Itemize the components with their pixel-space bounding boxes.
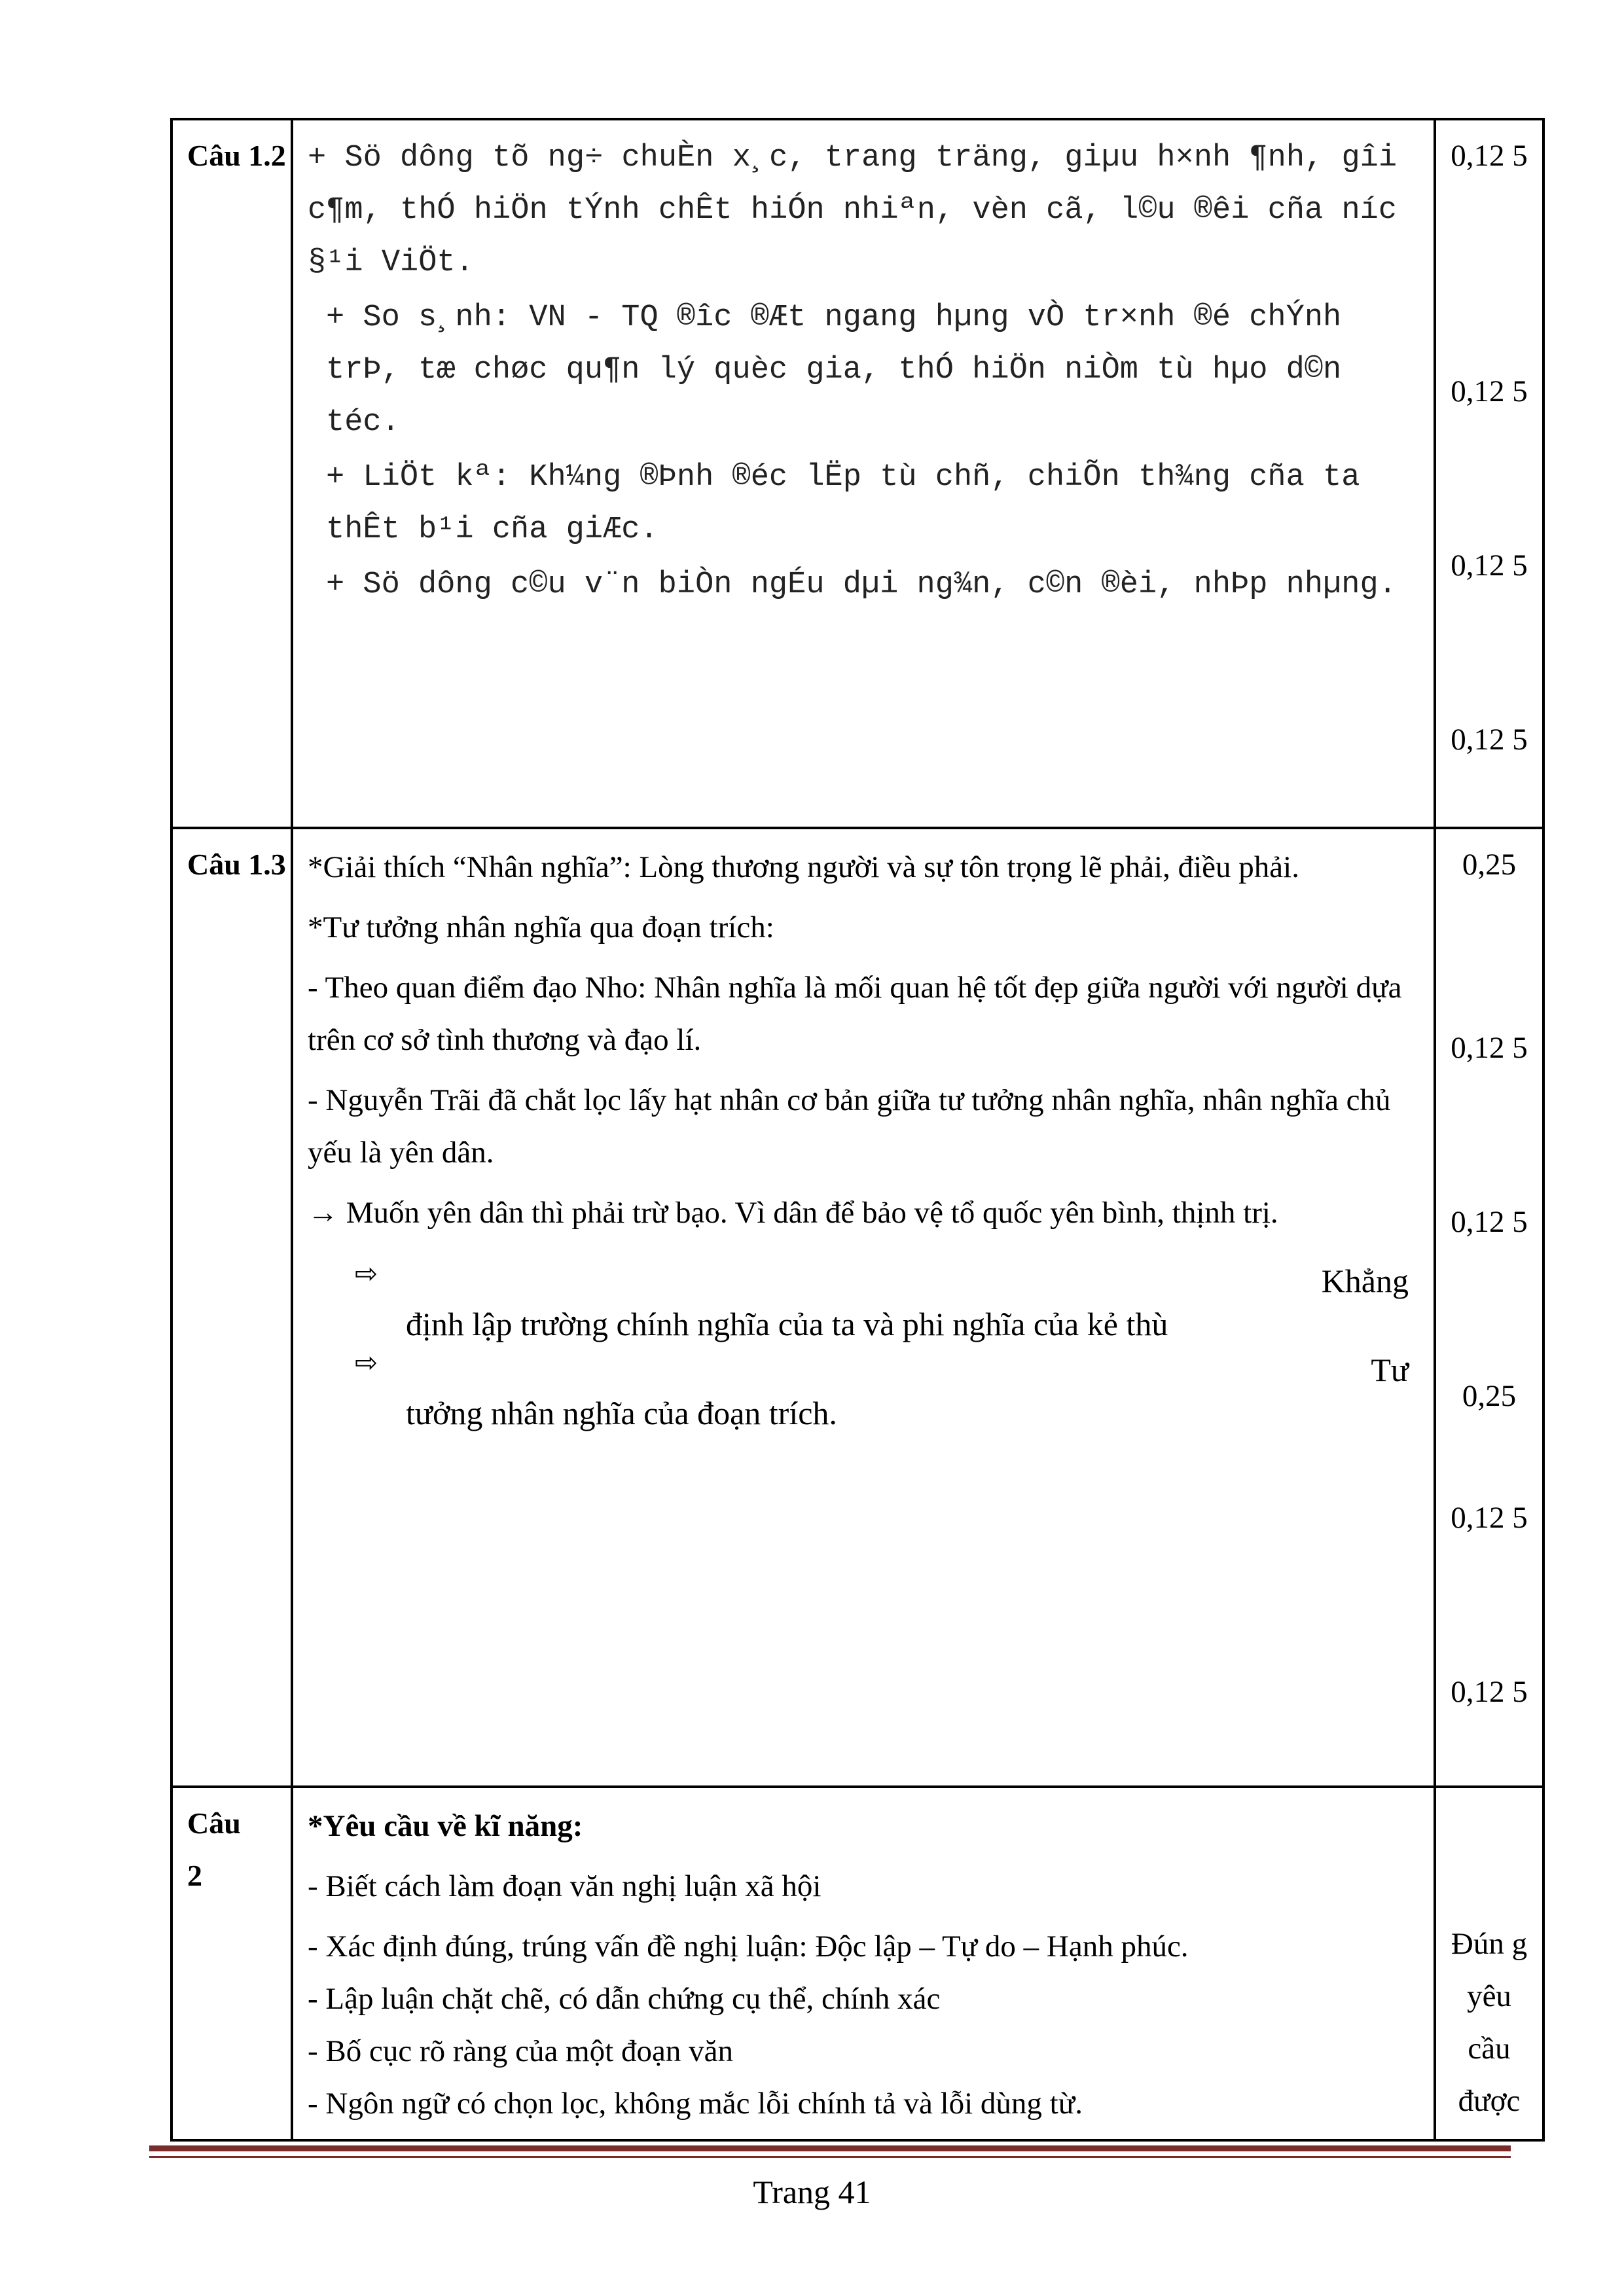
answer-line: - Theo quan điểm đạo Nho: Nhân nghĩa là mối quan hệ tốt đẹp giữa người với người dựa trên cơ sở tình thương và đạo lí.: [308, 971, 1402, 1057]
content-cell: [292, 119, 1435, 828]
score-value: 0,12 5: [1451, 1675, 1528, 1709]
question-cell: [171, 828, 292, 1787]
score-value: 0,12 5: [1451, 374, 1528, 408]
hollow-arrow-icon: ⇨: [355, 1259, 378, 1289]
conclusion-head: Khẳng: [1321, 1263, 1409, 1299]
table-row: [171, 1787, 1543, 2140]
content-cell: [292, 1787, 1435, 2140]
score-cell: [1435, 119, 1543, 828]
answer-line: → Muốn yên dân thì phải trừ bạo. Vì dân để bảo vệ tổ quốc yên bình, thịnh trị.: [308, 1196, 1278, 1230]
answer-line: - Biết cách làm đoạn văn nghị luận xã hội: [308, 1869, 821, 1903]
conclusion-head: Tư: [1371, 1352, 1409, 1388]
table-row: [171, 119, 1543, 828]
score-value: 0,25: [1462, 848, 1517, 882]
question-cell: [171, 1787, 292, 2140]
answer-line: - Lập luận chặt chẽ, có dẫn chứng cụ thể, chính xác: [308, 1982, 941, 2016]
conclusion-body: tưởng nhân nghĩa của đoạn trích.: [406, 1395, 837, 1431]
score-value: 0,12 5: [1451, 139, 1528, 173]
hollow-arrow-icon: ⇨: [355, 1348, 378, 1378]
answer-table: [170, 118, 1545, 2142]
score-cell: [1435, 828, 1543, 1787]
score-value: 0,25: [1462, 1379, 1517, 1413]
question-cell: [171, 119, 292, 828]
content-cell: [292, 828, 1435, 1787]
section-heading: *Yêu cầu về kĩ năng:: [308, 1809, 583, 1843]
score-value: Đún g yêu cầu được: [1451, 1927, 1528, 2118]
answer-line: + Sö dông c©u v¨n biÒn ngÉu dµi ng¾n, c©n ®èi, nhÞp nhµng.: [326, 567, 1397, 602]
answer-line: *Giải thích “Nhân nghĩa”: Lòng thương người và sự tôn trọng lẽ phải, điều phải.: [308, 850, 1299, 884]
answer-line: *Tư tưởng nhân nghĩa qua đoạn trích:: [308, 910, 774, 944]
conclusion-item: [308, 1344, 1422, 1433]
score-value: 0,12 5: [1451, 1205, 1528, 1239]
answer-line: - Bố cục rõ ràng của một đoạn văn: [308, 2034, 733, 2068]
page-number: Trang 41: [753, 2174, 871, 2210]
question-label: Câu 2: [187, 1806, 241, 1892]
answer-line: + So s¸nh: VN - TQ ®îc ®Æt ngang hµng vÒ tr×nh ®é chÝnh trÞ, tæ chøc qu¶n lý quèc gia, thÓ hiÖn niÒm tù hµo d©n téc.: [326, 300, 1342, 440]
footer-rule-thin: [149, 2156, 1511, 2158]
conclusion-item: [308, 1255, 1422, 1344]
score-cell: [1435, 1787, 1543, 2140]
conclusion-body: định lập trường chính nghĩa của ta và phi nghĩa của kẻ thù: [406, 1306, 1168, 1342]
answer-line: - Ngôn ngữ có chọn lọc, không mắc lỗi chính tả và lỗi dùng từ.: [308, 2087, 1083, 2121]
footer-rule: [149, 2145, 1511, 2151]
answer-line: + Sö dông tõ ng÷ chuÈn x¸c, trang träng, giµu h×nh ¶nh, gîi c¶m, thÓ hiÖn tÝnh chÊt hiÓn nhiªn, vèn cã, l©u ®êi cña níc §¹i ViÖt.: [308, 141, 1398, 280]
answer-line: - Xác định đúng, trúng vấn đề nghị luận: Độc lập – Tự do – Hạnh phúc.: [308, 1929, 1189, 1964]
score-value: 0,12 5: [1451, 1501, 1528, 1535]
answer-line: - Nguyễn Trãi đã chắt lọc lấy hạt nhân cơ bản giữa tư tưởng nhân nghĩa, nhân nghĩa chủ yếu là yên dân.: [308, 1083, 1391, 1170]
score-value: 0,12 5: [1451, 723, 1528, 757]
question-label: Câu 1.3: [187, 848, 286, 881]
answer-line: + LiÖt kª: Kh¼ng ®Þnh ®éc lËp tù chñ, chiÕn th¾ng cña ta thÊt b¹i cña giÆc.: [326, 460, 1360, 547]
table-row: [171, 828, 1543, 1787]
question-label: Câu 1.2: [187, 139, 286, 172]
score-value: 0,12 5: [1451, 548, 1528, 583]
score-value: 0,12 5: [1451, 1031, 1528, 1065]
